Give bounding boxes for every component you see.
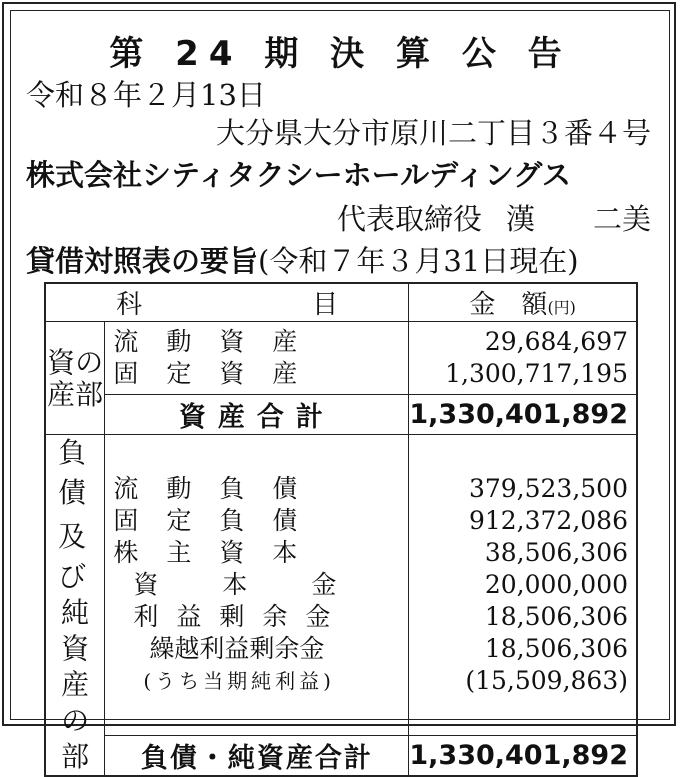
- table-header-row: [45, 283, 637, 322]
- category-char: の: [61, 704, 90, 737]
- header-amount-label: 金 額: [469, 290, 548, 320]
- assets-row-name: 固定資産: [113, 359, 326, 388]
- liabilities-total-value: 1,330,401,892: [409, 736, 637, 777]
- liabilities-row-value: 379,523,500: [468, 474, 628, 503]
- assets-total-row: [45, 395, 637, 435]
- liabilities-row-value: 912,372,086: [468, 506, 628, 535]
- header-unit: (円): [547, 298, 576, 317]
- liabilities-row-name: 固定負債: [113, 506, 326, 535]
- liabilities-row-value: 20,000,000: [484, 570, 628, 599]
- representative: [337, 202, 651, 236]
- liabilities-total-label: 負債・純資産合計: [105, 736, 409, 777]
- assets-row-value: 1,300,717,195: [445, 359, 628, 388]
- balance-sheet-title: [26, 244, 579, 278]
- category-char: 債: [58, 476, 87, 509]
- category-char: 産: [61, 668, 90, 701]
- liabilities-rows: [45, 435, 637, 736]
- assets-rows: [45, 322, 637, 395]
- liabilities-row-name: 繰越利益剰余金: [149, 634, 325, 663]
- liabilities-category-col-1: [58, 435, 86, 595]
- category-char: 資: [61, 632, 90, 665]
- header-item-1: 科: [116, 290, 143, 320]
- assets-names: [105, 322, 409, 395]
- liabilities-row-name: (うち当期純利益): [143, 669, 335, 693]
- assets-total-value: 1,330,401,892: [409, 395, 637, 435]
- liabilities-category: [45, 435, 105, 777]
- company-address: 大分県大分市原川二丁目３番４号: [215, 116, 651, 150]
- liabilities-category-col-2: [61, 595, 89, 775]
- header-item-2: 目: [312, 290, 339, 320]
- representative-name-2: 二美: [592, 202, 651, 236]
- representative-role: 代表取締役: [336, 202, 482, 236]
- liabilities-row-value: 38,506,306: [484, 538, 628, 567]
- liabilities-names: [105, 435, 409, 736]
- notice-title: 第 24 期 決 算 公 告: [109, 34, 572, 74]
- assets-total-label: 資産合計: [105, 395, 409, 435]
- category-char: 純: [61, 596, 90, 629]
- liabilities-values: [409, 435, 637, 736]
- category-char: 部: [61, 740, 90, 773]
- category-char: 及: [58, 520, 87, 553]
- balance-sheet-table: [44, 282, 638, 777]
- capital-label: 資本金: [133, 570, 401, 599]
- assets-category-line-2: 産部: [47, 378, 104, 411]
- assets-row-value: 29,684,697: [484, 327, 628, 356]
- assets-row-name: 流動資産: [113, 327, 326, 356]
- liabilities-row-name: 利益剰余金: [133, 602, 349, 631]
- representative-name-1: 漢: [505, 202, 535, 236]
- liabilities-row-value: (15,509,863): [465, 666, 628, 695]
- assets-category-line-1: 資の: [47, 346, 104, 379]
- liabilities-row-name: 株主資本: [113, 538, 326, 567]
- liabilities-row-name: 流動負債: [113, 474, 326, 503]
- liabilities-row-name: [113, 569, 400, 601]
- liabilities-row-value: 18,506,306: [484, 602, 628, 631]
- notice-date: 令和８年２月13日: [26, 78, 266, 112]
- header-amount: [409, 283, 637, 322]
- assets-values: [409, 322, 637, 395]
- category-char: び: [58, 560, 87, 593]
- liabilities-total-row: [45, 736, 637, 777]
- category-char: 負: [58, 436, 87, 469]
- liabilities-row-value: 18,506,306: [484, 634, 628, 663]
- assets-category: [45, 322, 105, 435]
- company-name: 株式会社シティタクシーホールディングス: [26, 158, 571, 192]
- balance-sheet-title-main: 貸借対照表の要旨: [26, 244, 259, 278]
- balance-sheet-period: (令和７年３月31日現在): [258, 244, 579, 278]
- header-item: [45, 283, 409, 322]
